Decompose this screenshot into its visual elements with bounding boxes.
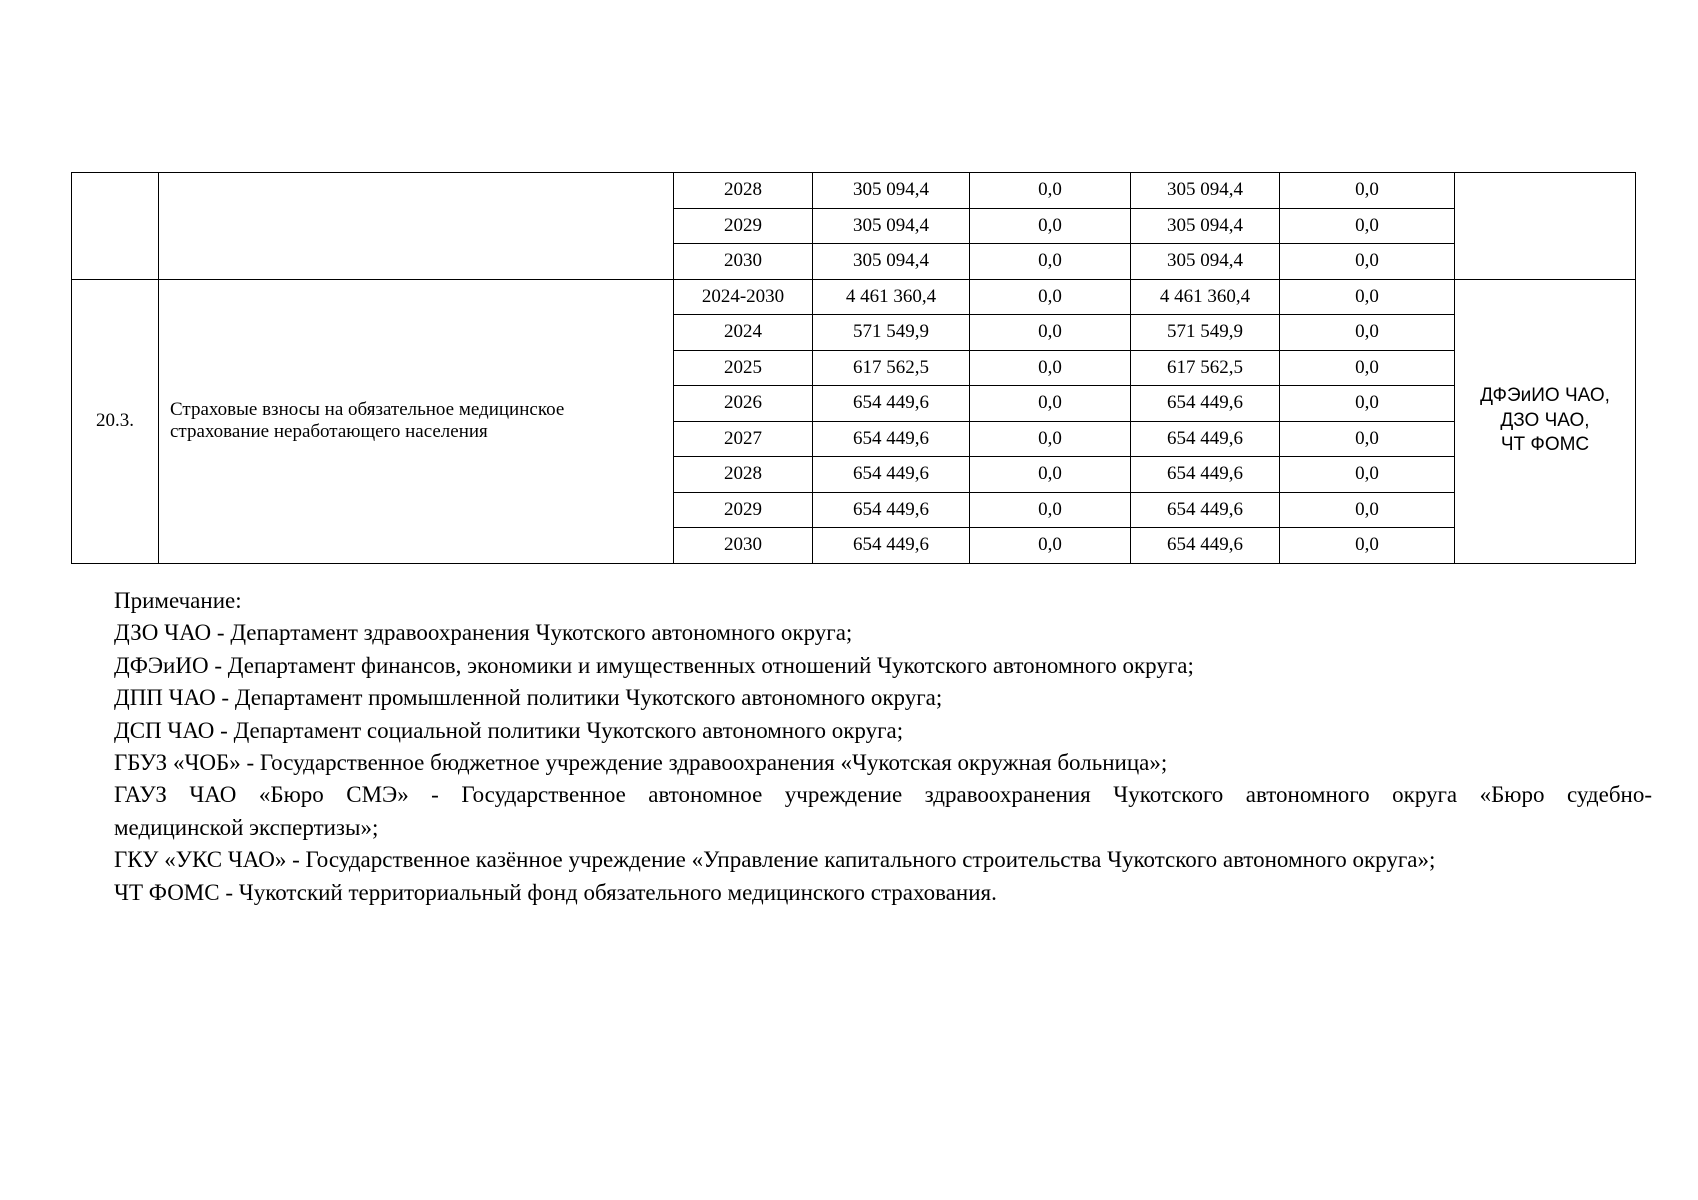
year-cell: 2030 <box>674 244 813 280</box>
value-cell: 0,0 <box>1280 244 1455 280</box>
value-cell: 0,0 <box>970 457 1131 493</box>
note-item: ДПП ЧАО - Департамент промышленной политики Чукотского автономного округа; <box>114 685 943 711</box>
value-cell: 0,0 <box>1280 386 1455 422</box>
value-cell: 0,0 <box>970 492 1131 528</box>
budget-table <box>71 172 1636 564</box>
value-cell: 0,0 <box>1280 208 1455 244</box>
executor-line: ДФЭиИО ЧАО, <box>1480 384 1610 406</box>
value-cell: 305 094,4 <box>1131 244 1280 280</box>
value-cell: 0,0 <box>970 279 1131 315</box>
number-cell-empty <box>72 173 159 280</box>
executor-line: ДЗО ЧАО, <box>1500 409 1590 431</box>
item-name-line: страхование неработающего населения <box>170 421 488 442</box>
value-cell: 654 449,6 <box>1131 457 1280 493</box>
year-cell: 2028 <box>674 457 813 493</box>
executor-cell <box>1455 279 1636 563</box>
value-cell: 0,0 <box>1280 315 1455 351</box>
value-cell: 654 449,6 <box>1131 492 1280 528</box>
note-item: медицинской экспертизы»; <box>114 814 379 840</box>
value-cell: 0,0 <box>970 173 1131 209</box>
total-cell: 305 094,4 <box>813 244 970 280</box>
note-item: ГКУ «УКС ЧАО» - Государственное казённое учреждение «Управление капитального строительства Чукотского автономного округа»; <box>114 847 1436 873</box>
year-cell: 2026 <box>674 386 813 422</box>
total-cell: 654 449,6 <box>813 421 970 457</box>
table-row <box>72 173 1636 209</box>
executor-cell-empty <box>1455 173 1636 280</box>
executor-line: ЧТ ФОМС <box>1500 434 1590 456</box>
value-cell: 4 461 360,4 <box>1131 279 1280 315</box>
value-cell: 571 549,9 <box>1131 315 1280 351</box>
value-cell: 0,0 <box>970 315 1131 351</box>
year-cell: 2029 <box>674 208 813 244</box>
note-item: ДЗО ЧАО - Департамент здравоохранения Чукотского автономного округа; <box>114 620 853 646</box>
value-cell: 0,0 <box>1280 492 1455 528</box>
note-item: ДФЭиИО - Департамент финансов, экономики и имущественных отношений Чукотского автономного округа; <box>114 652 1194 678</box>
year-cell: 2024 <box>674 315 813 351</box>
total-cell: 305 094,4 <box>813 208 970 244</box>
total-cell: 654 449,6 <box>813 386 970 422</box>
value-cell: 617 562,5 <box>1131 350 1280 386</box>
name-cell-empty <box>159 173 674 280</box>
total-cell: 654 449,6 <box>813 492 970 528</box>
table-row <box>72 279 1636 315</box>
value-cell: 0,0 <box>1280 457 1455 493</box>
value-cell: 0,0 <box>1280 350 1455 386</box>
value-cell: 0,0 <box>970 208 1131 244</box>
note-item: ЧТ ФОМС - Чукотский территориальный фонд обязательного медицинского страхования. <box>114 879 997 905</box>
note-item: ДСП ЧАО - Департамент социальной политики Чукотского автономного округа; <box>114 717 904 743</box>
value-cell: 0,0 <box>1280 528 1455 564</box>
value-cell: 305 094,4 <box>1131 208 1280 244</box>
total-cell: 4 461 360,4 <box>813 279 970 315</box>
value-cell: 654 449,6 <box>1131 528 1280 564</box>
item-number: 20.3. <box>72 279 159 563</box>
item-name <box>159 279 674 563</box>
note-item: ГАУЗ ЧАО «Бюро СМЭ» - Государственное автономное учреждение здравоохранения Чукотского автономного округа «Бюро судебно- <box>114 782 1652 808</box>
value-cell: 0,0 <box>1280 421 1455 457</box>
value-cell: 0,0 <box>970 350 1131 386</box>
value-cell: 0,0 <box>1280 173 1455 209</box>
notes-section <box>114 585 1652 909</box>
notes-heading: Примечание: <box>114 588 242 613</box>
value-cell: 0,0 <box>970 421 1131 457</box>
note-item: ГБУЗ «ЧОБ» - Государственное бюджетное учреждение здравоохранения «Чукотская окружная больница»; <box>114 750 1168 776</box>
value-cell: 0,0 <box>970 528 1131 564</box>
value-cell: 654 449,6 <box>1131 386 1280 422</box>
total-cell: 617 562,5 <box>813 350 970 386</box>
total-cell: 305 094,4 <box>813 173 970 209</box>
item-name-line: Страховые взносы на обязательное медицинское <box>170 399 565 421</box>
value-cell: 0,0 <box>970 244 1131 280</box>
year-cell: 2028 <box>674 173 813 209</box>
year-cell: 2029 <box>674 492 813 528</box>
total-cell: 654 449,6 <box>813 528 970 564</box>
value-cell: 654 449,6 <box>1131 421 1280 457</box>
year-cell: 2025 <box>674 350 813 386</box>
year-cell: 2024-2030 <box>674 279 813 315</box>
total-cell: 571 549,9 <box>813 315 970 351</box>
total-cell: 654 449,6 <box>813 457 970 493</box>
value-cell: 305 094,4 <box>1131 173 1280 209</box>
year-cell: 2030 <box>674 528 813 564</box>
value-cell: 0,0 <box>970 386 1131 422</box>
value-cell: 0,0 <box>1280 279 1455 315</box>
year-cell: 2027 <box>674 421 813 457</box>
